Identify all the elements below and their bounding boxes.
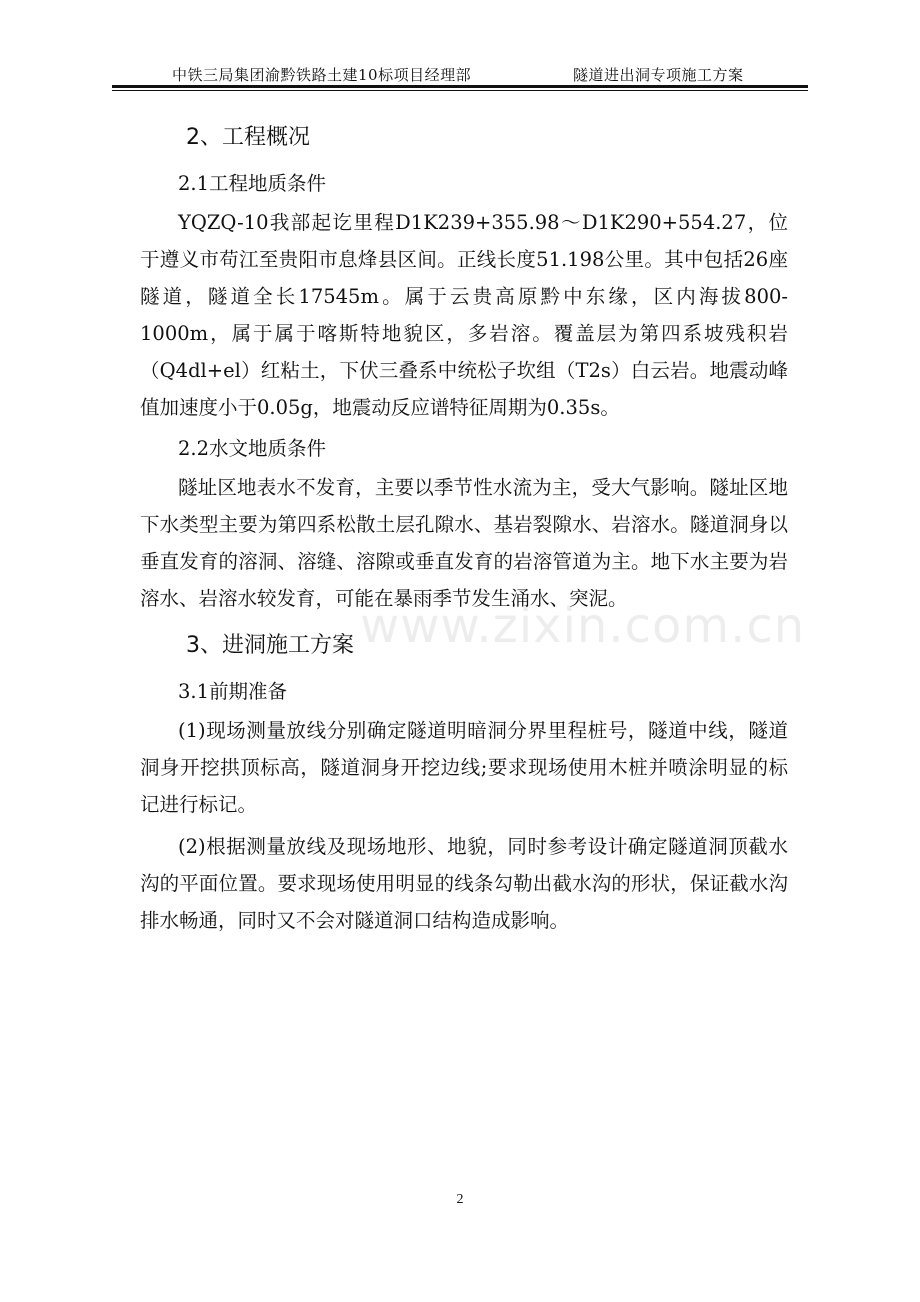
paragraph-preparation-item-1: (1)现场测量放线分别确定隧道明暗洞分界里程桩号，隧道中线，隧道洞身开挖拱顶标高，隧道洞身开挖边线;要求现场使用木桩并喷涂明显的标记进行标记。 [140,719,788,816]
header-document-title: 隧道进出洞专项施工方案 [573,66,744,84]
section-heading-overview: 2、工程概况 [186,125,310,150]
paragraph-hydrology: 隧址区地表水不发育，主要以季节性水流为主，受大气影响。隧址区地下水类型主要为第四系松散土层孔隙水、基岩裂隙水、岩溶水。隧道洞身以垂直发育的溶洞、溶缝、溶隙或垂直发育的岩溶管道为主。地下水主要为岩溶水、岩溶水较发育，可能在暴雨季节发生涌水、突泥。 [140,476,788,610]
subsection-heading-geology: 2.1工程地质条件 [178,172,327,195]
subsection-heading-hydrology: 2.2水文地质条件 [178,437,327,460]
paragraph-geology: YQZQ-10我部起讫里程D1K239+355.98～D1K290+554.27，位于遵义市苟江至贵阳市息烽县区间。正线长度51.198公里。其中包括26座隧道，隧道全长17545m。属于云贵高原黔中东缘，区内海拔800-1000m，属于属于喀斯特地貌区，多岩溶。覆盖层为第四系坡残积岩（Q4dl+el）红粘土，下伏三叠系中统松子坎组（T2s）白云岩。地震动峰值加速度小于0.05g，地震动反应谱特征周期为0.35s。 [140,211,788,419]
document-body [140,112,788,942]
header-rule-thick [112,85,808,88]
page-number: 2 [456,1192,464,1207]
paragraph-preparation-item-2: (2)根据测量放线及现场地形、地貌，同时参考设计确定隧道洞顶截水沟的平面位置。要求现场使用明显的线条勾勒出截水沟的形状，保证截水沟排水畅通，同时又不会对隧道洞口结构造成影响。 [140,835,788,932]
section-heading-construction: 3、进洞施工方案 [186,633,354,658]
header-organization: 中铁三局集团渝黔铁路土建10标项目经理部 [172,66,472,84]
page-header [112,64,808,86]
watermark: www.zixin.com.cn [360,598,806,654]
subsection-heading-preparation: 3.1前期准备 [178,680,288,703]
header-rule-thin [112,90,808,91]
